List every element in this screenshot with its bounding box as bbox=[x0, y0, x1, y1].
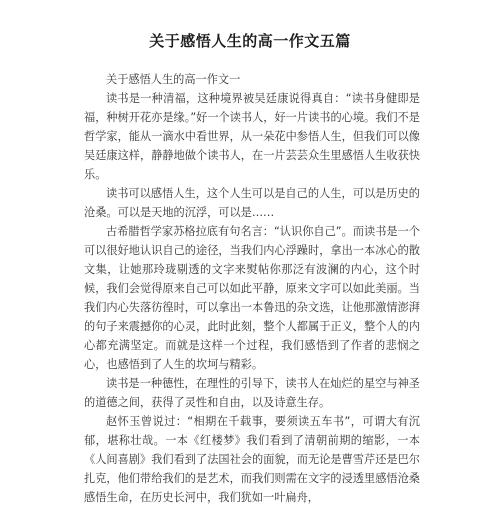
paragraph-2: 读书是一种清福，这种境界被吴廷康说得真自：“读书身健即是福，种树开花亦是缘。”好一个读书人，好一片读书的心境。我们不是哲学家，能从一滴水中看世界，从一朵花中参悟人生，但我们可以像吴廷康这样，静静地做个读书人，在一片芸芸众生里感悟人生收获快乐。 bbox=[84, 92, 420, 181]
paragraph-4: 古希腊哲学家苏格拉底有句名言：“认识你自己”。而读书是一个可以很好地认识自己的途径，当我们内心浮躁时，拿出一本冰心的散文集，让她那玲珑剔透的文字来熨帖你那泛有波澜的内心，这个时候，我们会觉得原来自己可以如此平静，原来文字可以如此美丽。当我们内心失落彷徨时，可以拿出一本鲁迅的杂文选，让他那激情澎湃的句子来震撼你的心灵，此时此刻，整个人都属于正义，整个人的内心都充满坚定。而就是这样一个过程，我们感悟到了作者的悲悯之心，也感悟到了人生的坎坷与精彩。 bbox=[84, 225, 420, 371]
document-body bbox=[84, 70, 420, 507]
document-title: 关于感悟人生的高一作文五篇 bbox=[149, 32, 351, 50]
paragraph-1: 关于感悟人生的高一作文一 bbox=[106, 73, 241, 86]
paragraph-3: 读书可以感悟人生，这个人生可以是自己的人生，可以是历史的沧桑。可以是天地的沉浮，可以是…… bbox=[84, 187, 420, 219]
paragraph-6: 赵怀玉曾说过：“相期在千载事，要须读五车书”，可谓大有沉郁，堪称壮哉。一本《红楼梦》我们看到了清朝前期的缩影，一本《人间喜剧》我们看到了法国社会的面貌，而无论是曹雪芹还是巴尔扎克，他们带给我们的是艺术，而我们则需在文字的浸透里感悟沧桑感悟生命，在历史长河中，我们犹如一叶扁舟， bbox=[84, 415, 420, 504]
paragraph-5: 读书是一种德性，在理性的引导下，读书人在灿烂的星空与神圣的道德之间，获得了灵性和自由，以及诗意生存。 bbox=[84, 377, 420, 409]
